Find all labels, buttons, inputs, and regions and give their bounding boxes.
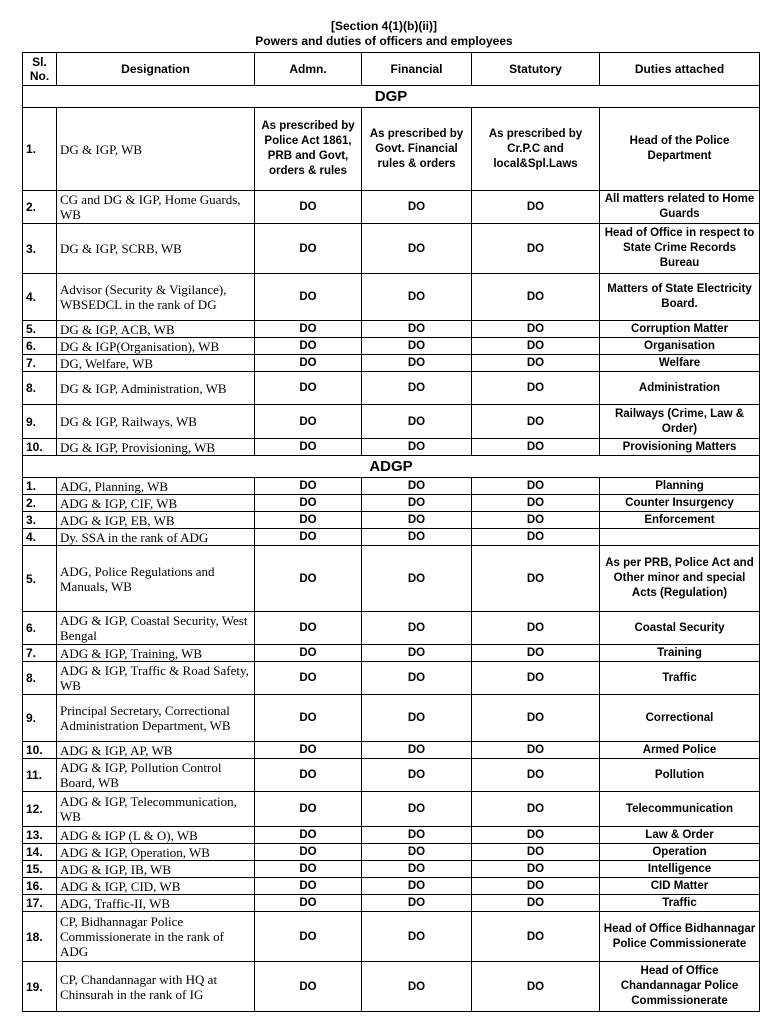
statutory-cell: DO <box>472 962 600 1012</box>
admn-cell: DO <box>255 827 362 844</box>
duties-cell: Enforcement <box>600 512 760 529</box>
financial-cell: DO <box>362 224 472 274</box>
statutory-cell: DO <box>472 792 600 827</box>
designation-cell: Principal Secretary, Correctional Administration Department, WB <box>57 695 255 742</box>
section-title: ADGP <box>23 456 760 478</box>
admn-cell: DO <box>255 338 362 355</box>
designation-cell: ADG, Planning, WB <box>57 478 255 495</box>
statutory-cell: DO <box>472 895 600 912</box>
sl-no-cell: 16. <box>23 878 57 895</box>
designation-cell: CG and DG & IGP, Home Guards, WB <box>57 191 255 224</box>
table-row <box>23 355 760 372</box>
duties-cell <box>600 529 760 546</box>
table-row <box>23 962 760 1012</box>
duties-cell: Matters of State Electricity Board. <box>600 274 760 321</box>
financial-cell: DO <box>362 321 472 338</box>
designation-cell: DG & IGP, Administration, WB <box>57 372 255 405</box>
statutory-cell: DO <box>472 645 600 662</box>
financial-cell: DO <box>362 546 472 612</box>
statutory-cell: DO <box>472 495 600 512</box>
duties-cell: Correctional <box>600 695 760 742</box>
table-row <box>23 612 760 645</box>
financial-cell: DO <box>362 695 472 742</box>
duties-cell: Training <box>600 645 760 662</box>
statutory-cell: DO <box>472 439 600 456</box>
header-designation: Designation <box>57 53 255 86</box>
table-row <box>23 792 760 827</box>
designation-cell: Dy. SSA in the rank of ADG <box>57 529 255 546</box>
sl-no-cell: 6. <box>23 338 57 355</box>
table-row <box>23 878 760 895</box>
duties-cell: Armed Police <box>600 742 760 759</box>
duties-cell: Welfare <box>600 355 760 372</box>
financial-cell: DO <box>362 512 472 529</box>
financial-cell: DO <box>362 895 472 912</box>
statutory-cell: DO <box>472 372 600 405</box>
admn-cell: As prescribed by Police Act 1861, PRB and Govt, orders & rules <box>255 108 362 191</box>
section-row <box>23 456 760 478</box>
sl-no-cell: 15. <box>23 861 57 878</box>
statutory-cell: DO <box>472 338 600 355</box>
designation-cell: ADG, Traffic-II, WB <box>57 895 255 912</box>
duties-cell: Head of Office Chandannagar Police Commissionerate <box>600 962 760 1012</box>
sl-no-cell: 19. <box>23 962 57 1012</box>
sl-no-cell: 2. <box>23 191 57 224</box>
table-row <box>23 108 760 191</box>
statutory-cell: DO <box>472 274 600 321</box>
financial-cell: DO <box>362 861 472 878</box>
statutory-cell: DO <box>472 742 600 759</box>
financial-cell: DO <box>362 338 472 355</box>
document-title: Powers and duties of officers and employees <box>255 34 513 48</box>
section-title: DGP <box>23 86 760 108</box>
statutory-cell: As prescribed by Cr.P.C and local&Spl.Laws <box>472 108 600 191</box>
statutory-cell: DO <box>472 224 600 274</box>
table-row <box>23 912 760 962</box>
sl-no-cell: 10. <box>23 742 57 759</box>
admn-cell: DO <box>255 912 362 962</box>
table-row <box>23 895 760 912</box>
statutory-cell: DO <box>472 759 600 792</box>
duties-cell: Telecommunication <box>600 792 760 827</box>
sl-no-cell: 3. <box>23 224 57 274</box>
financial-cell: DO <box>362 759 472 792</box>
financial-cell: DO <box>362 962 472 1012</box>
admn-cell: DO <box>255 645 362 662</box>
sl-no-cell: 13. <box>23 827 57 844</box>
sl-no-cell: 1. <box>23 108 57 191</box>
table-row <box>23 529 760 546</box>
statutory-cell: DO <box>472 355 600 372</box>
duties-cell: Head of Office Bidhannagar Police Commissionerate <box>600 912 760 962</box>
duties-cell: Corruption Matter <box>600 321 760 338</box>
statutory-cell: DO <box>472 912 600 962</box>
financial-cell: DO <box>362 274 472 321</box>
financial-cell: DO <box>362 191 472 224</box>
designation-cell: ADG & IGP, CID, WB <box>57 878 255 895</box>
admn-cell: DO <box>255 495 362 512</box>
financial-cell: DO <box>362 372 472 405</box>
admn-cell: DO <box>255 191 362 224</box>
admn-cell: DO <box>255 546 362 612</box>
header-sl-no: Sl. No. <box>23 53 57 86</box>
financial-cell: DO <box>362 355 472 372</box>
financial-cell: DO <box>362 792 472 827</box>
admn-cell: DO <box>255 742 362 759</box>
table-row <box>23 662 760 695</box>
statutory-cell: DO <box>472 827 600 844</box>
designation-cell: ADG & IGP, Training, WB <box>57 645 255 662</box>
header-row <box>23 53 760 86</box>
financial-cell: As prescribed by Govt. Financial rules & orders <box>362 108 472 191</box>
statutory-cell: DO <box>472 321 600 338</box>
designation-cell: ADG & IGP, Coastal Security, West Bengal <box>57 612 255 645</box>
admn-cell: DO <box>255 224 362 274</box>
duties-cell: Planning <box>600 478 760 495</box>
admn-cell: DO <box>255 962 362 1012</box>
duties-cell: Provisioning Matters <box>600 439 760 456</box>
sl-no-cell: 17. <box>23 895 57 912</box>
sl-no-cell: 11. <box>23 759 57 792</box>
duties-cell: CID Matter <box>600 878 760 895</box>
admn-cell: DO <box>255 321 362 338</box>
duties-cell: Administration <box>600 372 760 405</box>
table-row <box>23 546 760 612</box>
sl-no-cell: 4. <box>23 529 57 546</box>
sl-no-cell: 12. <box>23 792 57 827</box>
sl-no-cell: 5. <box>23 546 57 612</box>
duties-cell: Counter Insurgency <box>600 495 760 512</box>
table-row <box>23 224 760 274</box>
admn-cell: DO <box>255 612 362 645</box>
duties-cell: Pollution <box>600 759 760 792</box>
designation-cell: ADG & IGP (L & O), WB <box>57 827 255 844</box>
admn-cell: DO <box>255 355 362 372</box>
sl-no-cell: 7. <box>23 355 57 372</box>
statutory-cell: DO <box>472 191 600 224</box>
financial-cell: DO <box>362 742 472 759</box>
admn-cell: DO <box>255 529 362 546</box>
sl-no-cell: 7. <box>23 645 57 662</box>
duties-cell: Coastal Security <box>600 612 760 645</box>
statutory-cell: DO <box>472 844 600 861</box>
statutory-cell: DO <box>472 546 600 612</box>
table-row <box>23 338 760 355</box>
table-row <box>23 844 760 861</box>
admn-cell: DO <box>255 512 362 529</box>
admn-cell: DO <box>255 895 362 912</box>
duties-cell: Traffic <box>600 895 760 912</box>
officers-table <box>22 52 760 1012</box>
table-row <box>23 742 760 759</box>
table-row <box>23 405 760 439</box>
statutory-cell: DO <box>472 861 600 878</box>
designation-cell: DG & IGP, WB <box>57 108 255 191</box>
table-row <box>23 439 760 456</box>
sl-no-cell: 8. <box>23 372 57 405</box>
duties-cell: Traffic <box>600 662 760 695</box>
header-statutory: Statutory <box>472 53 600 86</box>
financial-cell: DO <box>362 912 472 962</box>
admn-cell: DO <box>255 844 362 861</box>
table-body <box>23 86 760 1012</box>
table-row <box>23 759 760 792</box>
designation-cell: DG & IGP, Provisioning, WB <box>57 439 255 456</box>
financial-cell: DO <box>362 495 472 512</box>
statutory-cell: DO <box>472 405 600 439</box>
duties-cell: Head of the Police Department <box>600 108 760 191</box>
designation-cell: Advisor (Security & Vigilance), WBSEDCL in the rank of DG <box>57 274 255 321</box>
duties-cell: Law & Order <box>600 827 760 844</box>
financial-cell: DO <box>362 439 472 456</box>
admn-cell: DO <box>255 274 362 321</box>
table-row <box>23 512 760 529</box>
designation-cell: ADG & IGP, AP, WB <box>57 742 255 759</box>
duties-cell: Intelligence <box>600 861 760 878</box>
duties-cell: Organisation <box>600 338 760 355</box>
table-row <box>23 695 760 742</box>
section-row <box>23 86 760 108</box>
table-row <box>23 827 760 844</box>
sl-no-cell: 2. <box>23 495 57 512</box>
designation-cell: ADG & IGP, Operation, WB <box>57 844 255 861</box>
sl-no-cell: 1. <box>23 478 57 495</box>
statutory-cell: DO <box>472 695 600 742</box>
sl-no-cell: 3. <box>23 512 57 529</box>
designation-cell: ADG & IGP, Telecommunication, WB <box>57 792 255 827</box>
table-row <box>23 191 760 224</box>
admn-cell: DO <box>255 405 362 439</box>
admn-cell: DO <box>255 792 362 827</box>
sl-no-cell: 18. <box>23 912 57 962</box>
designation-cell: ADG & IGP, IB, WB <box>57 861 255 878</box>
header-financial: Financial <box>362 53 472 86</box>
designation-cell: ADG & IGP, Traffic & Road Safety, WB <box>57 662 255 695</box>
designation-cell: DG & IGP(Organisation), WB <box>57 338 255 355</box>
admn-cell: DO <box>255 878 362 895</box>
statutory-cell: DO <box>472 529 600 546</box>
admn-cell: DO <box>255 439 362 456</box>
sl-no-cell: 9. <box>23 405 57 439</box>
sl-no-cell: 10. <box>23 439 57 456</box>
duties-cell: Railways (Crime, Law & Order) <box>600 405 760 439</box>
financial-cell: DO <box>362 662 472 695</box>
admn-cell: DO <box>255 759 362 792</box>
designation-cell: DG & IGP, SCRB, WB <box>57 224 255 274</box>
designation-cell: ADG & IGP, CIF, WB <box>57 495 255 512</box>
header-duties: Duties attached <box>600 53 760 86</box>
sl-no-cell: 8. <box>23 662 57 695</box>
sl-no-cell: 6. <box>23 612 57 645</box>
duties-cell: All matters related to Home Guards <box>600 191 760 224</box>
designation-cell: ADG & IGP, Pollution Control Board, WB <box>57 759 255 792</box>
duties-cell: As per PRB, Police Act and Other minor and special Acts (Regulation) <box>600 546 760 612</box>
statutory-cell: DO <box>472 478 600 495</box>
statutory-cell: DO <box>472 512 600 529</box>
financial-cell: DO <box>362 478 472 495</box>
statutory-cell: DO <box>472 662 600 695</box>
table-row <box>23 372 760 405</box>
table-row <box>23 645 760 662</box>
financial-cell: DO <box>362 844 472 861</box>
sl-no-cell: 5. <box>23 321 57 338</box>
table-row <box>23 321 760 338</box>
section-reference: [Section 4(1)(b)(ii)] <box>331 19 437 33</box>
admn-cell: DO <box>255 695 362 742</box>
table-row <box>23 478 760 495</box>
duties-cell: Head of Office in respect to State Crime Records Bureau <box>600 224 760 274</box>
admn-cell: DO <box>255 662 362 695</box>
designation-cell: CP, Chandannagar with HQ at Chinsurah in the rank of IG <box>57 962 255 1012</box>
financial-cell: DO <box>362 878 472 895</box>
designation-cell: ADG & IGP, EB, WB <box>57 512 255 529</box>
admn-cell: DO <box>255 372 362 405</box>
designation-cell: DG, Welfare, WB <box>57 355 255 372</box>
statutory-cell: DO <box>472 878 600 895</box>
table-row <box>23 274 760 321</box>
sl-no-cell: 9. <box>23 695 57 742</box>
financial-cell: DO <box>362 529 472 546</box>
designation-cell: DG & IGP, ACB, WB <box>57 321 255 338</box>
table-row <box>23 861 760 878</box>
statutory-cell: DO <box>472 612 600 645</box>
financial-cell: DO <box>362 612 472 645</box>
header-admn: Admn. <box>255 53 362 86</box>
financial-cell: DO <box>362 827 472 844</box>
sl-no-cell: 4. <box>23 274 57 321</box>
duties-cell: Operation <box>600 844 760 861</box>
admn-cell: DO <box>255 478 362 495</box>
financial-cell: DO <box>362 645 472 662</box>
designation-cell: CP, Bidhannagar Police Commissionerate in the rank of ADG <box>57 912 255 962</box>
designation-cell: DG & IGP, Railways, WB <box>57 405 255 439</box>
admn-cell: DO <box>255 861 362 878</box>
table-row <box>23 495 760 512</box>
sl-no-cell: 14. <box>23 844 57 861</box>
financial-cell: DO <box>362 405 472 439</box>
designation-cell: ADG, Police Regulations and Manuals, WB <box>57 546 255 612</box>
